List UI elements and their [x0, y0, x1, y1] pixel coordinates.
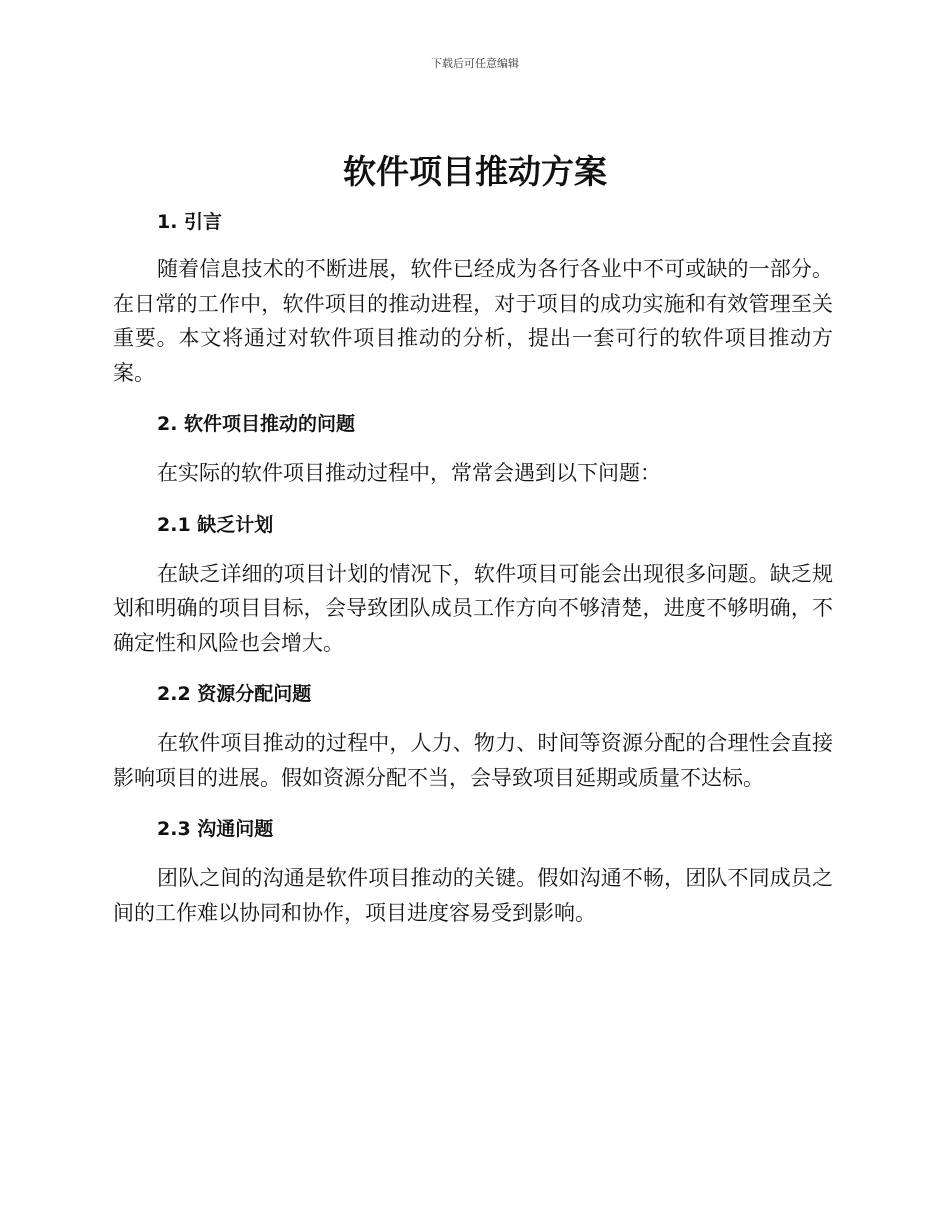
header-note: 下载后可任意编辑	[431, 57, 519, 70]
paragraph-problems-intro: 在实际的软件项目推动过程中，常常会遇到以下问题：	[157, 461, 661, 485]
section-heading-intro: 1. 引言	[157, 211, 223, 233]
section-heading-resource-allocation: 2.2 资源分配问题	[157, 683, 312, 705]
document-body	[113, 200, 833, 930]
section-heading-communication: 2.3 沟通问题	[157, 818, 274, 840]
document-title: 软件项目推动方案	[343, 152, 607, 191]
section-heading-lack-of-plan: 2.1 缺乏计划	[157, 513, 274, 536]
paragraph-lack-of-plan: 在缺乏详细的项目计划的情况下，软件项目可能会出现很多问题。缺乏规划和明确的项目目标，会导致团队成员工作方向不够清楚，进度不够明确，不确定性和风险也会增大。	[113, 561, 833, 655]
section-heading-problems: 2. 软件项目推动的问题	[157, 413, 356, 435]
paragraph-resource-allocation: 在软件项目推动的过程中，人力、物力、时间等资源分配的合理性会直接影响项目的进展。假如资源分配不当，会导致项目延期或质量不达标。	[113, 731, 833, 790]
paragraph-intro: 随着信息技术的不断进展，软件已经成为各行各业中不可或缺的一部分。在日常的工作中，软件项目的推动进程，对于项目的成功实施和有效管理至关重要。本文将通过对软件项目推动的分析，提出一套可行的软件项目推动方案。	[113, 257, 833, 385]
paragraph-communication: 团队之间的沟通是软件项目推动的关键。假如沟通不畅，团队不同成员之间的工作难以协同和协作，项目进度容易受到影响。	[113, 866, 833, 925]
